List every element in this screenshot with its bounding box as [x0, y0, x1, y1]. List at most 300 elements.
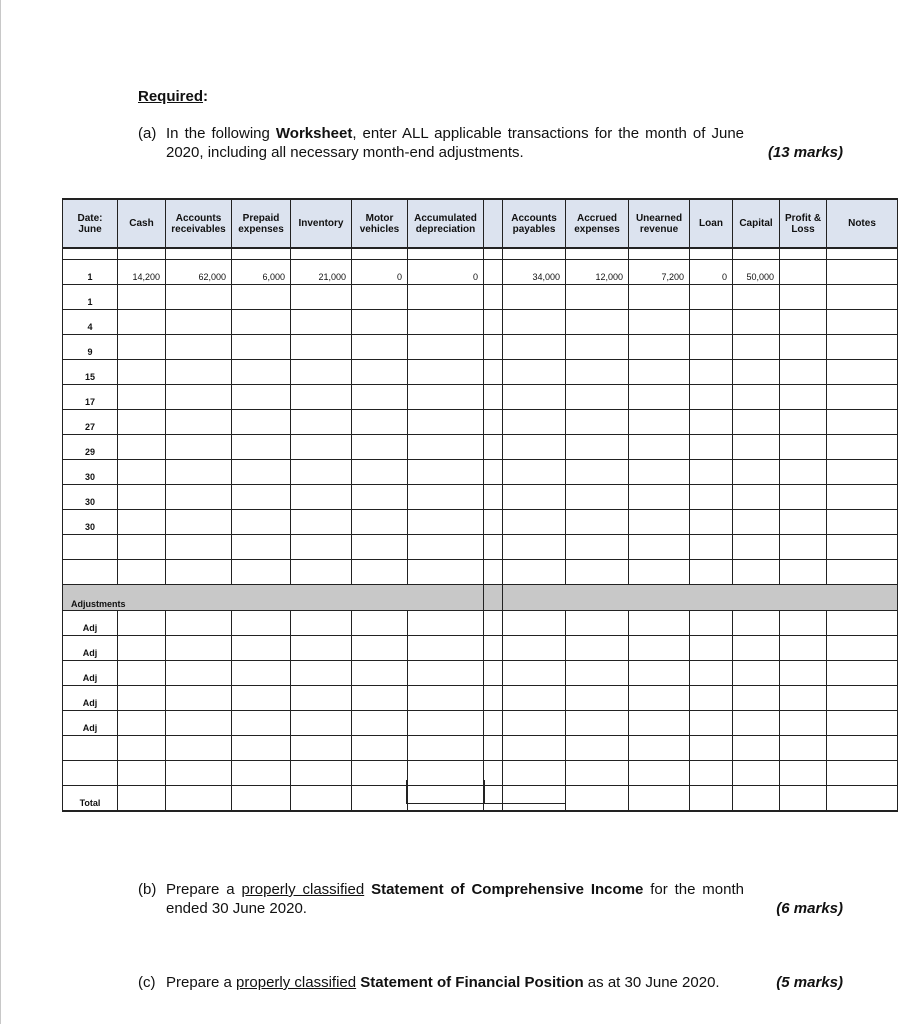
entry-cell[interactable] [503, 510, 566, 535]
entry-cell[interactable] [780, 385, 827, 410]
entry-cell[interactable] [291, 560, 352, 585]
entry-cell[interactable] [291, 285, 352, 310]
entry-cell[interactable] [690, 285, 733, 310]
entry-cell[interactable] [827, 360, 898, 385]
entry-cell[interactable] [352, 360, 408, 385]
entry-cell[interactable] [629, 636, 690, 661]
row-date [63, 560, 118, 585]
entry-cell[interactable] [352, 636, 408, 661]
entry-cell[interactable] [291, 736, 352, 761]
entry-cell[interactable] [780, 310, 827, 335]
entry-cell[interactable] [408, 360, 484, 385]
entry-cell[interactable] [166, 560, 232, 585]
entry-cell[interactable] [118, 711, 166, 736]
entry-cell[interactable] [503, 711, 566, 736]
adj-label [63, 736, 118, 761]
entry-cell[interactable] [733, 661, 780, 686]
entry-cell[interactable] [352, 485, 408, 510]
entry-cell[interactable] [733, 310, 780, 335]
entry-cell[interactable] [291, 360, 352, 385]
entry-cell[interactable] [118, 435, 166, 460]
entry-cell[interactable] [690, 761, 733, 786]
entry-cell[interactable] [408, 385, 484, 410]
opening-motor_vehicles: 0 [352, 260, 408, 285]
entry-cell[interactable] [827, 335, 898, 360]
entry-cell[interactable] [733, 460, 780, 485]
entry-cell[interactable] [352, 560, 408, 585]
entry-cell[interactable] [566, 711, 629, 736]
entry-cell[interactable] [566, 560, 629, 585]
entry-cell[interactable] [503, 360, 566, 385]
entry-cell[interactable] [780, 611, 827, 636]
entry-cell[interactable] [733, 385, 780, 410]
entry-cell[interactable] [566, 636, 629, 661]
entry-cell[interactable] [291, 636, 352, 661]
entry-cell[interactable] [780, 360, 827, 385]
total-cell[interactable] [733, 786, 780, 812]
entry-cell[interactable] [690, 510, 733, 535]
entry-cell[interactable] [827, 510, 898, 535]
entry-cell[interactable] [780, 686, 827, 711]
entry-cell[interactable] [408, 335, 484, 360]
adj-label: Adj [63, 711, 118, 736]
entry-cell[interactable] [166, 360, 232, 385]
entry-cell[interactable] [408, 560, 484, 585]
entry-cell[interactable] [232, 686, 291, 711]
entry-cell[interactable] [629, 711, 690, 736]
col-header-11: Loan [690, 199, 733, 248]
entry-cell[interactable] [408, 410, 484, 435]
entry-cell[interactable] [629, 686, 690, 711]
entry-cell[interactable] [118, 410, 166, 435]
entry-cell[interactable] [690, 460, 733, 485]
entry-cell[interactable] [629, 360, 690, 385]
question-c-text: Prepare a properly classified Statement of Financial Position as at 30 June 2020. [166, 974, 720, 991]
separator-cell [484, 460, 503, 485]
entry-cell[interactable] [352, 435, 408, 460]
separator-cell [484, 360, 503, 385]
entry-cell[interactable] [118, 611, 166, 636]
col-header-9: Accrued expenses [566, 199, 629, 248]
entry-cell[interactable] [118, 736, 166, 761]
entry-cell[interactable] [291, 460, 352, 485]
entry-cell[interactable] [566, 510, 629, 535]
entry-cell[interactable] [408, 711, 484, 736]
adjustment-row [63, 611, 898, 636]
entry-cell[interactable] [629, 285, 690, 310]
entry-cell[interactable] [166, 385, 232, 410]
gap-cell [166, 248, 232, 260]
adj-label: Adj [63, 611, 118, 636]
entry-cell[interactable] [629, 485, 690, 510]
entry-cell[interactable] [780, 535, 827, 560]
entry-cell[interactable] [232, 410, 291, 435]
entry-cell[interactable] [827, 410, 898, 435]
entry-cell[interactable] [503, 335, 566, 360]
entry-cell[interactable] [690, 535, 733, 560]
entry-cell[interactable] [118, 485, 166, 510]
gap-cell [780, 248, 827, 260]
entry-cell[interactable] [780, 510, 827, 535]
entry-cell[interactable] [408, 636, 484, 661]
entry-cell[interactable] [166, 611, 232, 636]
entry-cell[interactable] [733, 636, 780, 661]
entry-cell[interactable] [352, 535, 408, 560]
entry-cell[interactable] [118, 335, 166, 360]
entry-cell[interactable] [166, 485, 232, 510]
entry-cell[interactable] [827, 560, 898, 585]
entry-cell[interactable] [118, 661, 166, 686]
entry-cell[interactable] [629, 310, 690, 335]
entry-cell[interactable] [827, 460, 898, 485]
col-header-14: Notes [827, 199, 898, 248]
entry-cell[interactable] [118, 510, 166, 535]
total-cell[interactable] [166, 786, 232, 812]
entry-cell[interactable] [408, 510, 484, 535]
entry-cell[interactable] [690, 661, 733, 686]
entry-cell[interactable] [629, 661, 690, 686]
entry-cell[interactable] [503, 636, 566, 661]
entry-cell[interactable] [408, 460, 484, 485]
entry-cell[interactable] [733, 711, 780, 736]
entry-cell[interactable] [566, 535, 629, 560]
entry-cell[interactable] [827, 686, 898, 711]
row-date: 30 [63, 460, 118, 485]
entry-cell[interactable] [780, 661, 827, 686]
entry-cell[interactable] [566, 661, 629, 686]
entry-cell[interactable] [166, 510, 232, 535]
entry-cell[interactable] [827, 661, 898, 686]
entry-cell[interactable] [291, 485, 352, 510]
separator-cell [484, 686, 503, 711]
entry-cell[interactable] [629, 611, 690, 636]
entry-cell[interactable] [232, 385, 291, 410]
required-heading: Required: [138, 88, 209, 105]
entry-cell[interactable] [291, 686, 352, 711]
entry-cell[interactable] [503, 410, 566, 435]
entry-cell[interactable] [166, 310, 232, 335]
entry-cell[interactable] [733, 335, 780, 360]
entry-cell[interactable] [291, 435, 352, 460]
entry-cell[interactable] [690, 435, 733, 460]
separator-cell [484, 736, 503, 761]
entry-cell[interactable] [566, 736, 629, 761]
entry-cell[interactable] [733, 611, 780, 636]
entry-cell[interactable] [733, 686, 780, 711]
entry-cell[interactable] [166, 460, 232, 485]
entry-cell[interactable] [118, 385, 166, 410]
entry-cell[interactable] [232, 560, 291, 585]
entry-cell[interactable] [503, 435, 566, 460]
entry-cell[interactable] [232, 310, 291, 335]
transaction-row [63, 485, 898, 510]
entry-cell[interactable] [503, 285, 566, 310]
entry-cell[interactable] [690, 736, 733, 761]
entry-cell[interactable] [566, 435, 629, 460]
gap-cell [827, 248, 898, 260]
entry-cell[interactable] [503, 661, 566, 686]
total-cell[interactable] [352, 786, 408, 812]
entry-cell[interactable] [352, 761, 408, 786]
entry-cell[interactable] [733, 535, 780, 560]
entry-cell[interactable] [733, 410, 780, 435]
entry-cell[interactable] [352, 285, 408, 310]
entry-cell[interactable] [566, 360, 629, 385]
entry-cell[interactable] [118, 285, 166, 310]
entry-cell[interactable] [352, 686, 408, 711]
entry-cell[interactable] [566, 310, 629, 335]
entry-cell[interactable] [503, 560, 566, 585]
entry-cell[interactable] [733, 560, 780, 585]
total-cell[interactable] [291, 786, 352, 812]
entry-cell[interactable] [566, 460, 629, 485]
entry-cell[interactable] [780, 711, 827, 736]
entry-cell[interactable] [690, 410, 733, 435]
entry-cell[interactable] [827, 285, 898, 310]
entry-cell[interactable] [566, 611, 629, 636]
entry-cell[interactable] [232, 761, 291, 786]
entry-cell[interactable] [629, 535, 690, 560]
entry-cell[interactable] [291, 410, 352, 435]
entry-cell[interactable] [291, 711, 352, 736]
entry-cell[interactable] [503, 686, 566, 711]
entry-cell[interactable] [118, 360, 166, 385]
entry-cell[interactable] [629, 736, 690, 761]
entry-cell[interactable] [166, 285, 232, 310]
gap-cell [118, 248, 166, 260]
question-c-marks: (5 marks) [776, 974, 843, 991]
entry-cell[interactable] [166, 686, 232, 711]
entry-cell[interactable] [352, 711, 408, 736]
entry-cell[interactable] [503, 460, 566, 485]
entry-cell[interactable] [291, 535, 352, 560]
entry-cell[interactable] [352, 611, 408, 636]
entry-cell[interactable] [352, 460, 408, 485]
entry-cell[interactable] [566, 410, 629, 435]
question-a-marks: (13 marks) [767, 144, 843, 161]
entry-cell[interactable] [780, 761, 827, 786]
entry-cell[interactable] [408, 435, 484, 460]
entry-cell[interactable] [352, 736, 408, 761]
entry-cell[interactable] [291, 761, 352, 786]
entry-cell[interactable] [232, 711, 291, 736]
total-cell[interactable] [629, 786, 690, 812]
entry-cell[interactable] [166, 736, 232, 761]
col-header-10: Unearned revenue [629, 199, 690, 248]
entry-cell[interactable] [503, 310, 566, 335]
entry-cell[interactable] [690, 686, 733, 711]
entry-cell[interactable] [629, 435, 690, 460]
entry-cell[interactable] [733, 435, 780, 460]
entry-cell[interactable] [827, 736, 898, 761]
entry-cell[interactable] [690, 385, 733, 410]
entry-cell[interactable] [232, 611, 291, 636]
entry-cell[interactable] [166, 335, 232, 360]
entry-cell[interactable] [780, 460, 827, 485]
entry-cell[interactable] [352, 310, 408, 335]
total-cell[interactable] [232, 786, 291, 812]
entry-cell[interactable] [827, 385, 898, 410]
entry-cell[interactable] [118, 460, 166, 485]
question-b-marks: (6 marks) [776, 900, 843, 917]
total-cell[interactable] [118, 786, 166, 812]
transaction-row [63, 435, 898, 460]
entry-cell[interactable] [780, 636, 827, 661]
entry-cell[interactable] [780, 285, 827, 310]
total-cell[interactable] [827, 786, 898, 812]
entry-cell[interactable] [566, 686, 629, 711]
entry-cell[interactable] [118, 686, 166, 711]
entry-cell[interactable] [690, 485, 733, 510]
entry-cell[interactable] [352, 510, 408, 535]
entry-cell[interactable] [827, 435, 898, 460]
row-date: 30 [63, 485, 118, 510]
entry-cell[interactable] [352, 661, 408, 686]
gap-cell [408, 248, 484, 260]
entry-cell[interactable] [690, 611, 733, 636]
entry-cell[interactable] [503, 485, 566, 510]
entry-cell[interactable] [629, 385, 690, 410]
entry-cell[interactable] [232, 636, 291, 661]
entry-cell[interactable] [166, 535, 232, 560]
entry-cell[interactable] [566, 335, 629, 360]
total-cell[interactable] [780, 786, 827, 812]
entry-cell[interactable] [566, 285, 629, 310]
entry-cell[interactable] [408, 736, 484, 761]
entry-cell[interactable] [690, 560, 733, 585]
entry-cell[interactable] [827, 636, 898, 661]
entry-cell[interactable] [827, 711, 898, 736]
entry-cell[interactable] [118, 636, 166, 661]
entry-cell[interactable] [352, 335, 408, 360]
entry-cell[interactable] [690, 360, 733, 385]
col-header-12: Capital [733, 199, 780, 248]
entry-cell[interactable] [780, 560, 827, 585]
entry-cell[interactable] [408, 611, 484, 636]
entry-cell[interactable] [733, 285, 780, 310]
entry-cell[interactable] [166, 761, 232, 786]
entry-cell[interactable] [780, 435, 827, 460]
entry-cell[interactable] [503, 736, 566, 761]
entry-cell[interactable] [408, 310, 484, 335]
entry-cell[interactable] [827, 310, 898, 335]
entry-cell[interactable] [629, 560, 690, 585]
entry-cell[interactable] [232, 510, 291, 535]
entry-cell[interactable] [408, 285, 484, 310]
entry-cell[interactable] [503, 535, 566, 560]
entry-cell[interactable] [166, 435, 232, 460]
separator-cell [484, 435, 503, 460]
cell[interactable] [827, 260, 898, 285]
entry-cell[interactable] [291, 310, 352, 335]
entry-cell[interactable] [780, 410, 827, 435]
entry-cell[interactable] [408, 686, 484, 711]
entry-cell[interactable] [629, 335, 690, 360]
entry-cell[interactable] [690, 711, 733, 736]
entry-cell[interactable] [118, 535, 166, 560]
entry-cell[interactable] [566, 485, 629, 510]
col-header-4: Inventory [291, 199, 352, 248]
entry-cell[interactable] [166, 711, 232, 736]
entry-cell[interactable] [118, 761, 166, 786]
entry-cell[interactable] [629, 460, 690, 485]
entry-cell[interactable] [232, 435, 291, 460]
entry-cell[interactable] [733, 360, 780, 385]
entry-cell[interactable] [166, 661, 232, 686]
entry-cell[interactable] [291, 510, 352, 535]
entry-cell[interactable] [118, 560, 166, 585]
entry-cell[interactable] [408, 661, 484, 686]
entry-cell[interactable] [232, 736, 291, 761]
entry-cell[interactable] [408, 485, 484, 510]
entry-cell[interactable] [166, 636, 232, 661]
entry-cell[interactable] [733, 761, 780, 786]
separator-cell [484, 310, 503, 335]
entry-cell[interactable] [690, 310, 733, 335]
opening-accum_dep: 0 [408, 260, 484, 285]
entry-cell[interactable] [232, 335, 291, 360]
entry-cell[interactable] [352, 410, 408, 435]
col-header-6: Accumulated depreciation [408, 199, 484, 248]
col-header-13: Profit & Loss [780, 199, 827, 248]
total-cell[interactable] [690, 786, 733, 812]
separator-cell [484, 285, 503, 310]
entry-cell[interactable] [733, 736, 780, 761]
entry-cell[interactable] [780, 485, 827, 510]
entry-cell[interactable] [232, 360, 291, 385]
entry-cell[interactable] [291, 335, 352, 360]
total-cell[interactable] [566, 786, 629, 812]
cell[interactable] [780, 260, 827, 285]
entry-cell[interactable] [232, 460, 291, 485]
row-date: 4 [63, 310, 118, 335]
entry-cell[interactable] [232, 485, 291, 510]
entry-cell[interactable] [166, 410, 232, 435]
entry-cell[interactable] [566, 761, 629, 786]
entry-cell[interactable] [232, 661, 291, 686]
entry-cell[interactable] [566, 385, 629, 410]
entry-cell[interactable] [352, 385, 408, 410]
entry-cell[interactable] [780, 335, 827, 360]
entry-cell[interactable] [690, 636, 733, 661]
entry-cell[interactable] [733, 510, 780, 535]
entry-cell[interactable] [827, 611, 898, 636]
row-date: 1 [63, 285, 118, 310]
entry-cell[interactable] [827, 535, 898, 560]
entry-cell[interactable] [118, 310, 166, 335]
entry-cell[interactable] [780, 736, 827, 761]
entry-cell[interactable] [629, 510, 690, 535]
entry-cell[interactable] [827, 761, 898, 786]
question-a [138, 124, 843, 162]
separator-cell [484, 611, 503, 636]
entry-cell[interactable] [503, 611, 566, 636]
entry-cell[interactable] [503, 385, 566, 410]
entry-cell[interactable] [690, 335, 733, 360]
entry-cell[interactable] [291, 661, 352, 686]
entry-cell[interactable] [408, 535, 484, 560]
entry-cell[interactable] [291, 611, 352, 636]
row-date: 29 [63, 435, 118, 460]
entry-cell[interactable] [291, 385, 352, 410]
entry-cell[interactable] [629, 410, 690, 435]
question-c [138, 973, 843, 992]
entry-cell[interactable] [232, 535, 291, 560]
entry-cell[interactable] [232, 285, 291, 310]
entry-cell[interactable] [827, 485, 898, 510]
entry-cell[interactable] [629, 761, 690, 786]
entry-cell[interactable] [733, 485, 780, 510]
